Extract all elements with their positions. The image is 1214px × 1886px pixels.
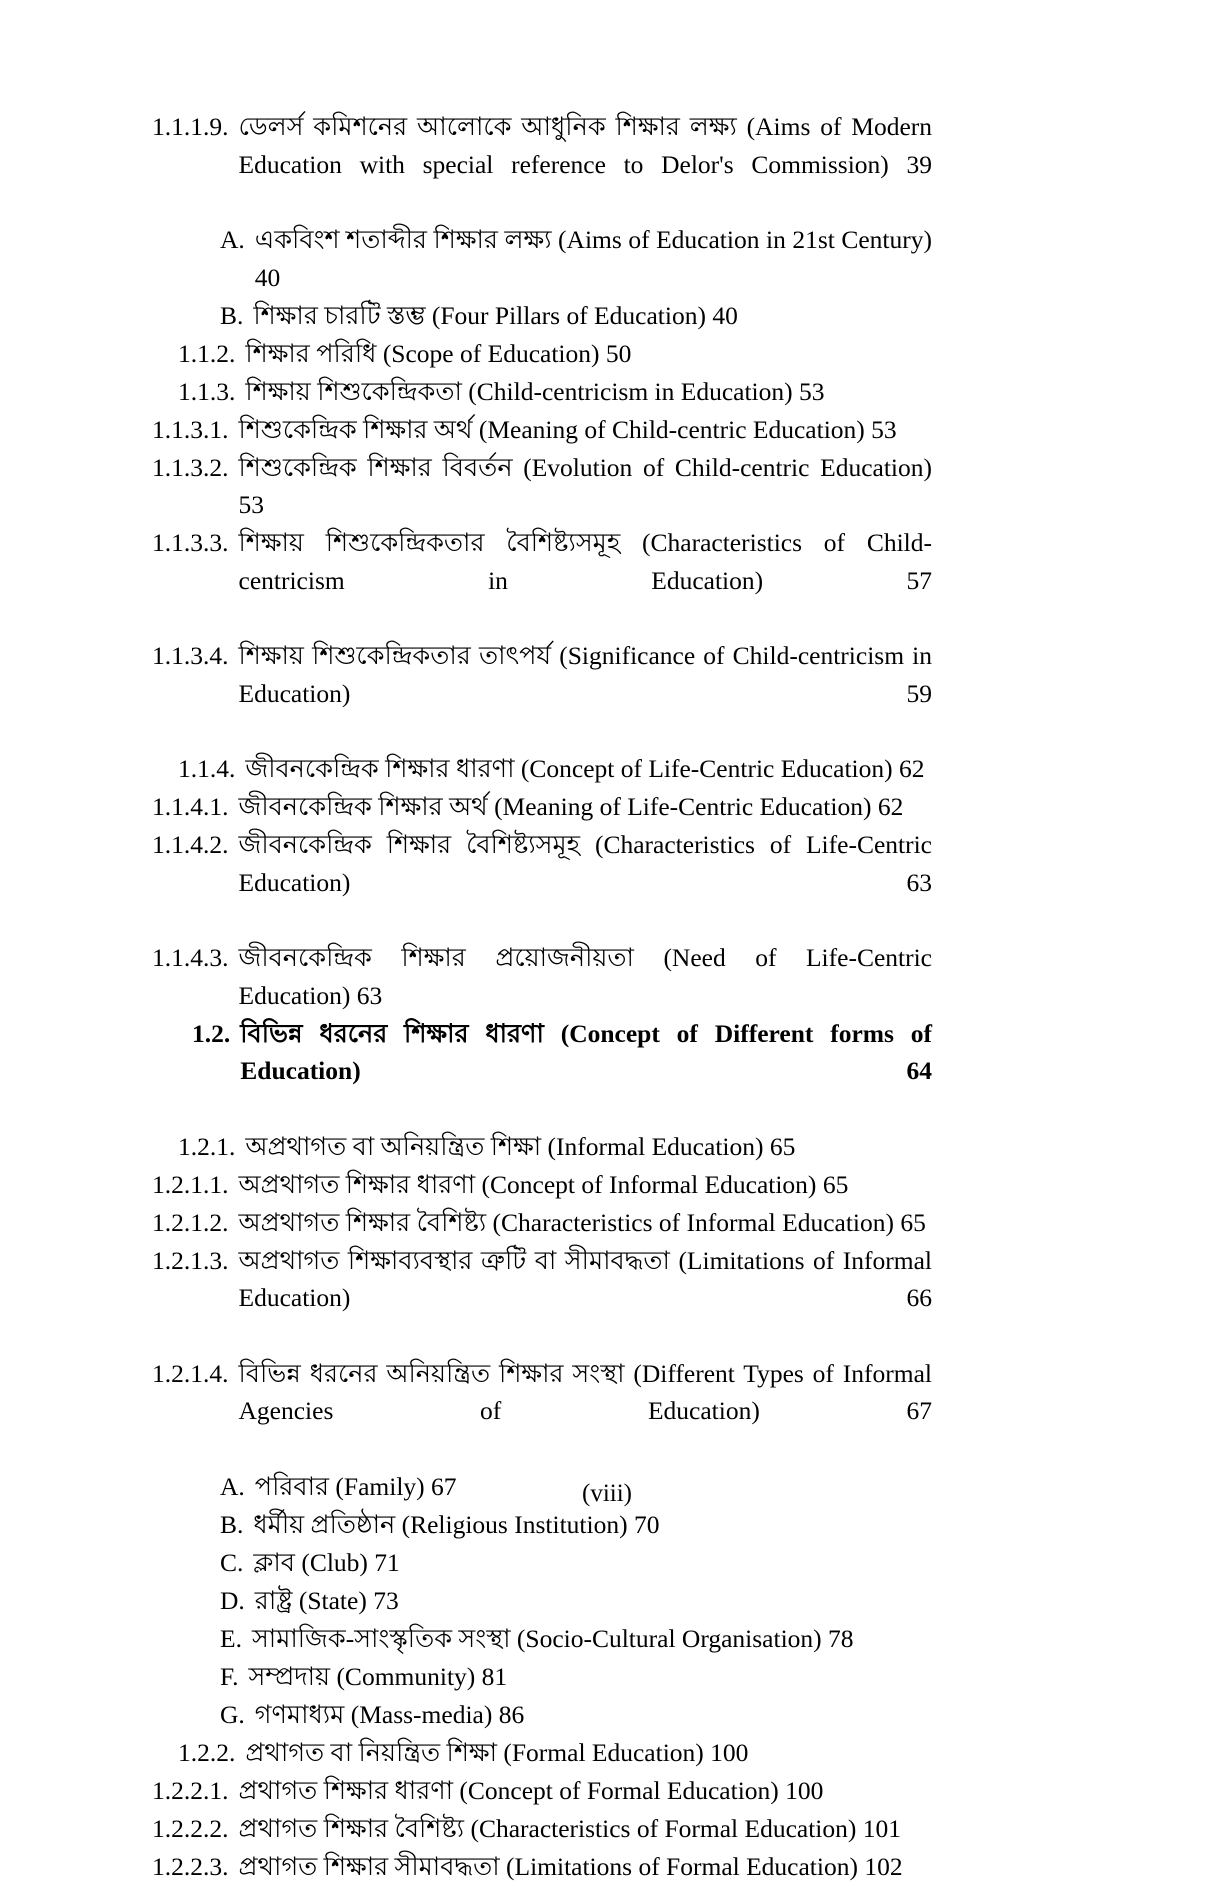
toc-entry-page-number: 67 <box>906 1396 932 1425</box>
toc-entry-page-number: 53 <box>238 490 264 519</box>
toc-entry-number: 1.1.1.9. <box>152 112 229 141</box>
toc-entry-page-number: 53 <box>799 376 825 406</box>
toc-entry-number: 1.1.4.2. <box>152 830 229 859</box>
toc-entry-title-english: (Aims of Modern Education with special reference to Delor's Commission) <box>238 112 933 179</box>
toc-entry[interactable] <box>152 1544 932 1582</box>
toc-entry-text <box>239 939 933 1014</box>
toc-entry-title-english: (Community) <box>336 1661 476 1691</box>
toc-entry[interactable] <box>152 1696 932 1734</box>
toc-entry-text <box>245 335 932 373</box>
toc-entry-number: 1.2.1.1. <box>152 1169 229 1199</box>
toc-entry-page-number: 73 <box>373 1585 399 1615</box>
toc-entry-title-bangla: শিশুকেন্দ্রিক শিক্ষার অর্থ <box>238 414 473 444</box>
toc-entry-text <box>239 108 933 221</box>
toc-entry-number: 1.1.3.2. <box>152 452 229 482</box>
toc-entry[interactable] <box>152 373 932 411</box>
toc-entry-title-bangla: জীবনকেন্দ্রিক শিক্ষার অর্থ <box>238 792 488 821</box>
toc-entry-title-english: (Different Types of Informal Agencies of Education) <box>238 1358 933 1425</box>
toc-entry-title-bangla: গণমাধ্যম <box>254 1699 345 1729</box>
toc-entry-number: A. <box>220 225 245 254</box>
toc-entry[interactable] <box>152 750 932 788</box>
toc-entry-text <box>255 1582 932 1620</box>
toc-entry-text <box>239 1848 933 1886</box>
toc-entry-title-bangla: রাষ্ট্র <box>254 1585 293 1615</box>
toc-entry-text <box>253 1544 932 1582</box>
toc-entry-title-bangla: অপ্রথাগত শিক্ষার ধারণা <box>238 1169 476 1199</box>
toc-entry-page-number: 57 <box>906 565 932 595</box>
toc-entry-title-bangla: সামাজিক-সাংস্কৃতিক সংস্থা <box>251 1623 511 1653</box>
toc-entry-page-number: 62 <box>877 792 904 821</box>
toc-entry-number: D. <box>220 1585 245 1615</box>
toc-entry-page-number: 100 <box>710 1737 749 1767</box>
toc-entry-text <box>253 1506 932 1544</box>
toc-entry[interactable] <box>152 1166 932 1204</box>
toc-entry-title-bangla: সম্প্রদায় <box>248 1661 331 1691</box>
toc-entry-page-number: 102 <box>864 1851 903 1881</box>
toc-entry-text <box>245 373 932 411</box>
toc-entry-text <box>239 1204 933 1242</box>
toc-entry-title-english: (Family) <box>335 1471 425 1501</box>
toc-entry-number: 1.1.3.1. <box>152 414 229 444</box>
toc-entry[interactable] <box>152 826 932 939</box>
toc-entry-text <box>240 1015 932 1128</box>
toc-entry-number: 1.2.1. <box>178 1131 236 1161</box>
toc-entry-number: 1.1.3.3. <box>152 528 229 557</box>
toc-entry-title-english: (Mass-media) <box>350 1699 493 1729</box>
toc-entry-text <box>239 788 933 826</box>
toc-entry-text <box>245 1128 932 1166</box>
toc-entry-title-bangla: অপ্রথাগত শিক্ষার বৈশিষ্ট্য <box>238 1207 487 1237</box>
toc-entry-page-number: 86 <box>498 1699 525 1729</box>
toc-entry-text <box>255 221 932 296</box>
toc-entry-text <box>252 1620 932 1658</box>
toc-entry-page-number: 50 <box>605 338 632 368</box>
toc-entry-title-english: (Limitations of Formal Education) <box>506 1851 858 1881</box>
toc-entry-title-english: (Evolution of Child-centric Education) <box>523 452 932 482</box>
toc-entry-title-bangla: শিক্ষার চারটি স্তম্ভ <box>253 300 426 330</box>
toc-entry-title-bangla: ক্লাব <box>253 1547 295 1577</box>
toc-entry-title-bangla: প্রথাগত শিক্ষার বৈশিষ্ট্য <box>238 1813 465 1843</box>
toc-entry-page-number: 65 <box>769 1131 796 1161</box>
toc-entry[interactable] <box>152 1848 932 1886</box>
toc-entry-title-english: (Scope of Education) <box>382 338 600 368</box>
toc-entry-page-number: 39 <box>906 149 932 179</box>
toc-entry-title-bangla: শিক্ষায় শিশুকেন্দ্রিকতার তাৎপর্য <box>238 641 552 670</box>
toc-entry[interactable] <box>152 411 932 449</box>
toc-entry-number: B. <box>220 300 244 330</box>
toc-entry-page-number: 63 <box>906 867 932 897</box>
toc-entry[interactable] <box>152 1128 932 1166</box>
toc-entry-text <box>255 1696 932 1734</box>
toc-entry-title-english: (Concept of Informal Education) <box>481 1169 817 1199</box>
toc-entry-title-bangla: প্রথাগত শিক্ষার সীমাবদ্ধতা <box>238 1851 500 1881</box>
toc-entry-title-bangla: পরিবার <box>254 1471 330 1501</box>
toc-entry-page-number: 65 <box>900 1207 926 1237</box>
toc-entry-page-number: 67 <box>431 1471 457 1501</box>
toc-entry-number: 1.2.2.3. <box>152 1851 229 1881</box>
toc-entry-number: 1.1.4.3. <box>152 943 229 972</box>
toc-entry-number: 1.2.2.2. <box>152 1813 229 1843</box>
toc-entry-title-bangla: বিভিন্ন ধরনের শিক্ষার ধারণা <box>240 1018 544 1048</box>
toc-entry-title-bangla: প্রথাগত শিক্ষার ধারণা <box>238 1775 454 1805</box>
toc-entry-title-english: (Child-centricism in Education) <box>468 376 793 406</box>
toc-entry-title-english: (Meaning of Life-Centric Education) <box>494 792 872 821</box>
toc-entry-number: 1.2. <box>192 1018 231 1048</box>
toc-entry-text <box>239 1810 933 1848</box>
toc-entry-number: 1.2.1.2. <box>152 1207 229 1237</box>
toc-entry[interactable] <box>152 637 932 750</box>
toc-entry-title-english: (Concept of Life-Centric Education) <box>520 754 893 783</box>
toc-entry-text <box>239 411 933 449</box>
toc-entry-text <box>239 1772 933 1810</box>
toc-entry-title-english: (Concept of Different forms of Education) <box>240 1018 932 1085</box>
toc-entry-title-bangla: শিশুকেন্দ্রিক শিক্ষার বিবর্তন <box>238 452 513 482</box>
toc-entry-page-number: 70 <box>633 1509 660 1539</box>
toc-entry[interactable] <box>152 449 932 524</box>
toc-entry-title-english: (Characteristics of Child-centricism in Education) <box>238 528 932 595</box>
toc-entry-page-number: 101 <box>862 1813 901 1843</box>
toc-entry[interactable] <box>152 1242 932 1355</box>
toc-entry-title-bangla: জীবনকেন্দ্রিক শিক্ষার বৈশিষ্ট্যসমূহ <box>238 830 581 859</box>
toc-entry[interactable] <box>152 1810 932 1848</box>
toc-entry-title-english: (Need of Life-Centric Education) <box>238 943 932 1010</box>
toc-entry-title-english: (Characteristics of Life-Centric Education) <box>238 830 933 897</box>
toc-entry-title-english: (Socio-Cultural Organisation) <box>516 1623 822 1653</box>
toc-entry-number: 1.1.3. <box>178 376 236 406</box>
toc-entry[interactable] <box>152 1620 932 1658</box>
toc-entry-title-english: (Aims of Education in 21st Century) <box>558 225 933 254</box>
toc-entry-title-english: (State) <box>298 1585 367 1615</box>
toc-entry-title-bangla: শিক্ষার পরিধি <box>245 338 377 368</box>
toc-entry[interactable] <box>152 1204 932 1242</box>
toc-entry-title-bangla: অপ্রথাগত বা অনিয়ন্ত্রিত শিক্ষা <box>245 1131 542 1161</box>
toc-entry-number: 1.2.2.1. <box>152 1775 229 1805</box>
toc-entry[interactable] <box>152 1506 932 1544</box>
toc-entry[interactable] <box>152 939 932 1014</box>
toc-entry-number: E. <box>220 1623 242 1653</box>
toc-entry-title-english: (Religious Institution) <box>401 1509 628 1539</box>
toc-entry[interactable] <box>152 1658 932 1696</box>
toc-entry-page-number: 66 <box>906 1283 932 1312</box>
toc-entry-page-number: 65 <box>822 1169 849 1199</box>
toc-entry-page-number: 71 <box>374 1547 400 1577</box>
toc-entry-number: 1.2.2. <box>178 1737 236 1767</box>
toc-entry-page-number: 64 <box>906 1056 932 1085</box>
toc-entry-number: 1.2.1.4. <box>152 1358 229 1388</box>
toc-entry-text <box>245 1734 932 1772</box>
toc-entry-page-number: 63 <box>356 980 383 1010</box>
page-folio: (viii) <box>582 1480 632 1507</box>
toc-entry-page-number: 100 <box>785 1775 824 1805</box>
toc-entry-title-english: (Limitations of Informal Education) <box>238 1245 932 1312</box>
toc-entry-title-english: (Formal Education) <box>503 1737 704 1767</box>
toc-entry-number: 1.1.4.1. <box>152 792 229 821</box>
toc-entry[interactable] <box>152 788 932 826</box>
toc-entry-title-english: (Characteristics of Informal Education) <box>492 1207 894 1237</box>
toc-entry[interactable] <box>152 1015 932 1128</box>
toc-entry-number: F. <box>220 1661 239 1691</box>
toc-entry[interactable] <box>152 1355 932 1468</box>
toc-entry-number: G. <box>220 1699 245 1729</box>
table-of-contents-list <box>152 108 932 1886</box>
toc-entry-title-english: (Concept of Formal Education) <box>459 1775 779 1805</box>
toc-entry-title-english: (Informal Education) <box>547 1131 764 1161</box>
toc-entry-page-number: 40 <box>254 262 281 292</box>
toc-entry-page-number: 59 <box>906 678 932 708</box>
toc-entry-text <box>239 1355 933 1468</box>
toc-entry-title-english: (Club) <box>301 1547 368 1577</box>
toc-entry-page-number: 78 <box>828 1623 854 1653</box>
toc-entry-page-number: 62 <box>898 754 925 783</box>
toc-entry-title-bangla: প্রথাগত বা নিয়ন্ত্রিত শিক্ষা <box>245 1737 497 1767</box>
toc-entry-text <box>239 637 933 750</box>
toc-entry-title-english: (Four Pillars of Education) <box>431 300 706 330</box>
toc-entry-title-bangla: ধর্মীয় প্রতিষ্ঠান <box>253 1509 396 1539</box>
toc-entry[interactable] <box>152 1734 932 1772</box>
toc-entry-number: C. <box>220 1547 244 1577</box>
toc-entry[interactable] <box>152 221 932 296</box>
toc-entry-title-bangla: একবিংশ শতাব্দীর শিক্ষার লক্ষ্য <box>254 225 552 254</box>
toc-entry-text <box>239 449 933 524</box>
toc-entry-page-number: 81 <box>481 1661 508 1691</box>
toc-entry-title-english: (Meaning of Child-centric Education) <box>478 414 865 444</box>
toc-entry-text <box>239 1242 933 1355</box>
toc-entry-text <box>239 826 933 939</box>
toc-entry-title-bangla: শিক্ষায় শিশুকেন্দ্রিকতার বৈশিষ্ট্যসমূহ <box>238 528 621 557</box>
toc-entry[interactable] <box>152 335 932 373</box>
toc-entry[interactable] <box>152 524 932 637</box>
toc-entry[interactable] <box>152 108 932 221</box>
toc-entry-number: A. <box>220 1471 245 1501</box>
toc-entry[interactable] <box>152 297 932 335</box>
toc-entry-page-number: 40 <box>712 300 738 330</box>
toc-entry-title-bangla: জীবনকেন্দ্রিক শিক্ষার প্রয়োজনীয়তা <box>238 943 634 972</box>
toc-entry-title-bangla: ডেলর্স কমিশনের আলোকে আধুনিক শিক্ষার লক্ষ্য <box>238 112 737 141</box>
toc-entry-text <box>245 750 932 788</box>
toc-entry-title-bangla: বিভিন্ন ধরনের অনিয়ন্ত্রিত শিক্ষার সংস্থা <box>238 1358 625 1388</box>
toc-entry-number: 1.2.1.3. <box>152 1245 229 1275</box>
toc-entry-number: 1.1.4. <box>178 754 236 783</box>
toc-entry-title-bangla: জীবনকেন্দ্রিক শিক্ষার ধারণা <box>245 754 515 783</box>
toc-entry-text <box>239 524 933 637</box>
toc-entry-title-bangla: অপ্রথাগত শিক্ষাব্যবস্থার ত্রুটি বা সীমাবদ্ধতা <box>238 1245 670 1275</box>
toc-entry-text <box>239 1166 933 1204</box>
toc-entry-number: B. <box>220 1509 244 1539</box>
toc-entry-number: 1.1.2. <box>178 338 236 368</box>
toc-entry-text <box>253 297 932 335</box>
toc-entry[interactable] <box>152 1772 932 1810</box>
toc-entry[interactable] <box>152 1582 932 1620</box>
toc-entry-page-number: 53 <box>871 414 897 444</box>
toc-entry-title-english: (Characteristics of Formal Education) <box>470 1813 857 1843</box>
toc-entry-number: 1.1.3.4. <box>152 641 229 670</box>
toc-entry-text <box>249 1658 932 1696</box>
toc-entry-title-english: (Significance of Child-centricism in Education) <box>238 641 932 708</box>
toc-entry-title-bangla: শিক্ষায় শিশুকেন্দ্রিকতা <box>245 376 462 406</box>
